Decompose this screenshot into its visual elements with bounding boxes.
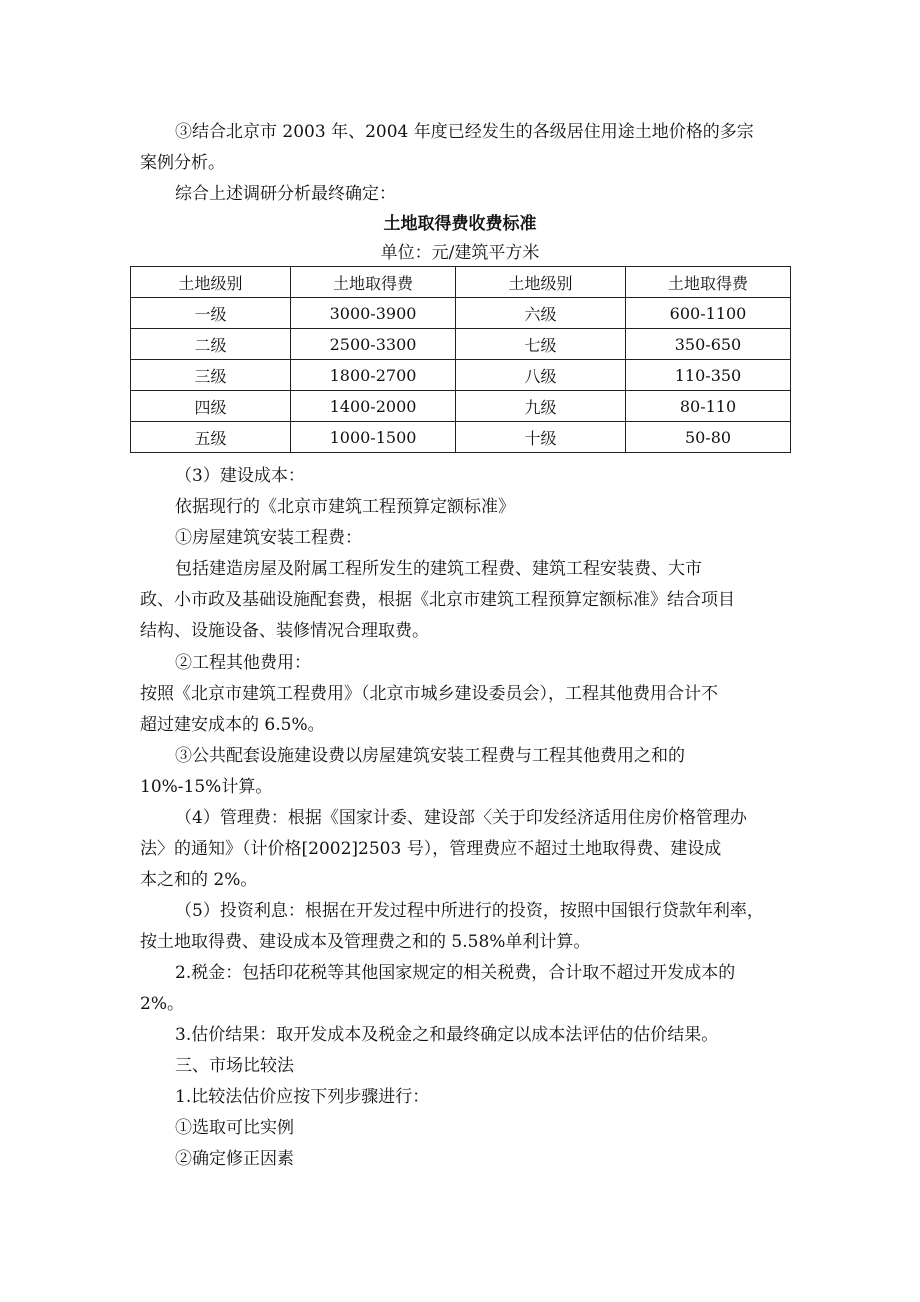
heading-installation-fee: ①房屋建筑安装工程费：: [175, 528, 362, 548]
table-cell: 3000-3900: [291, 298, 456, 329]
paragraph-management-1: （4）管理费：根据《国家计委、建设部〈关于印发经济适用住房价格管理办: [175, 808, 747, 828]
table-cell: 五级: [131, 422, 291, 453]
table-cell: 2500-3300: [291, 329, 456, 360]
table-cell: 十级: [456, 422, 626, 453]
header-land-fee-1: 土地取得费: [291, 267, 456, 298]
table-cell: 九级: [456, 391, 626, 422]
table-row: [131, 298, 791, 329]
paragraph-installation-2: 政、小市政及基础设施配套费，根据《北京市建筑工程预算定额标准》结合项目: [140, 590, 735, 610]
table-cell: 1800-2700: [291, 360, 456, 391]
paragraph-taxes-2: 2%。: [140, 994, 184, 1014]
paragraph-case-analysis-cont: 案例分析。: [140, 153, 225, 173]
table-cell: 一级: [131, 298, 291, 329]
paragraph-public-facilities-1: ③公共配套设施建设费以房屋建筑安装工程费与工程其他费用之和的: [175, 746, 685, 766]
table-row: [131, 391, 791, 422]
table-cell: 600-1100: [626, 298, 791, 329]
table-title: 土地取得费收费标准: [383, 214, 537, 234]
header-land-level-2: 土地级别: [456, 267, 626, 298]
list-item: ②确定修正因素: [175, 1149, 294, 1169]
paragraph-other-costs-1: 按照《北京市建筑工程费用》（北京市城乡建设委员会），工程其他费用合计不: [140, 684, 718, 704]
paragraph-valuation-result: 3.估价结果：取开发成本及税金之和最终确定以成本法评估的估价结果。: [175, 1025, 719, 1045]
paragraph-installation-3: 结构、设施设备、装修情况合理取费。: [140, 621, 429, 641]
paragraph-management-3: 本之和的 2%。: [140, 870, 258, 890]
table-cell: 八级: [456, 360, 626, 391]
header-land-fee-2: 土地取得费: [626, 267, 791, 298]
table-cell: 350-650: [626, 329, 791, 360]
paragraph-comparison-steps: 1.比较法估价应按下列步骤进行：: [175, 1087, 430, 1107]
table-cell: 四级: [131, 391, 291, 422]
paragraph-other-costs-2: 超过建安成本的 6.5%。: [140, 715, 325, 735]
paragraph-basis: 依据现行的《北京市建筑工程预算定额标准》: [175, 497, 515, 517]
heading-other-costs: ②工程其他费用：: [175, 653, 311, 673]
table-row: [131, 329, 791, 360]
table-row: [131, 360, 791, 391]
table-cell: 1000-1500: [291, 422, 456, 453]
table-cell: 80-110: [626, 391, 791, 422]
table-cell: 三级: [131, 360, 291, 391]
table-cell: 七级: [456, 329, 626, 360]
table-cell: 1400-2000: [291, 391, 456, 422]
table-cell: 二级: [131, 329, 291, 360]
table-header-row: [131, 267, 791, 298]
paragraph-interest-1: （5）投资利息：根据在开发过程中所进行的投资，按照中国银行贷款年利率，: [175, 901, 764, 921]
header-land-level-1: 土地级别: [131, 267, 291, 298]
paragraph-taxes-1: 2.税金：包括印花税等其他国家规定的相关税费，合计取不超过开发成本的: [175, 963, 736, 983]
list-item: ①选取可比实例: [175, 1118, 294, 1138]
paragraph-management-2: 法〉的通知》（计价格[2002]2503 号），管理费应不超过土地取得费、建设成: [140, 839, 722, 859]
paragraph-summary: 综合上述调研分析最终确定：: [175, 184, 396, 204]
heading-market-comparison: 三、市场比较法: [175, 1056, 294, 1076]
paragraph-interest-2: 按土地取得费、建设成本及管理费之和的 5.58%单利计算。: [140, 932, 591, 952]
paragraph-case-analysis: ③结合北京市 2003 年、2004 年度已经发生的各级居住用途土地价格的多宗: [175, 122, 754, 142]
table-row: [131, 422, 791, 453]
table-cell: 六级: [456, 298, 626, 329]
heading-construction-cost: （3）建设成本：: [175, 466, 305, 486]
paragraph-public-facilities-2: 10%-15%计算。: [140, 777, 273, 797]
land-fee-table: [130, 266, 791, 453]
table-cell: 50-80: [626, 422, 791, 453]
paragraph-installation-1: 包括建造房屋及附属工程所发生的建筑工程费、建筑工程安装费、大市: [175, 559, 702, 579]
table-cell: 110-350: [626, 360, 791, 391]
table-unit: 单位：元/建筑平方米: [380, 243, 540, 263]
